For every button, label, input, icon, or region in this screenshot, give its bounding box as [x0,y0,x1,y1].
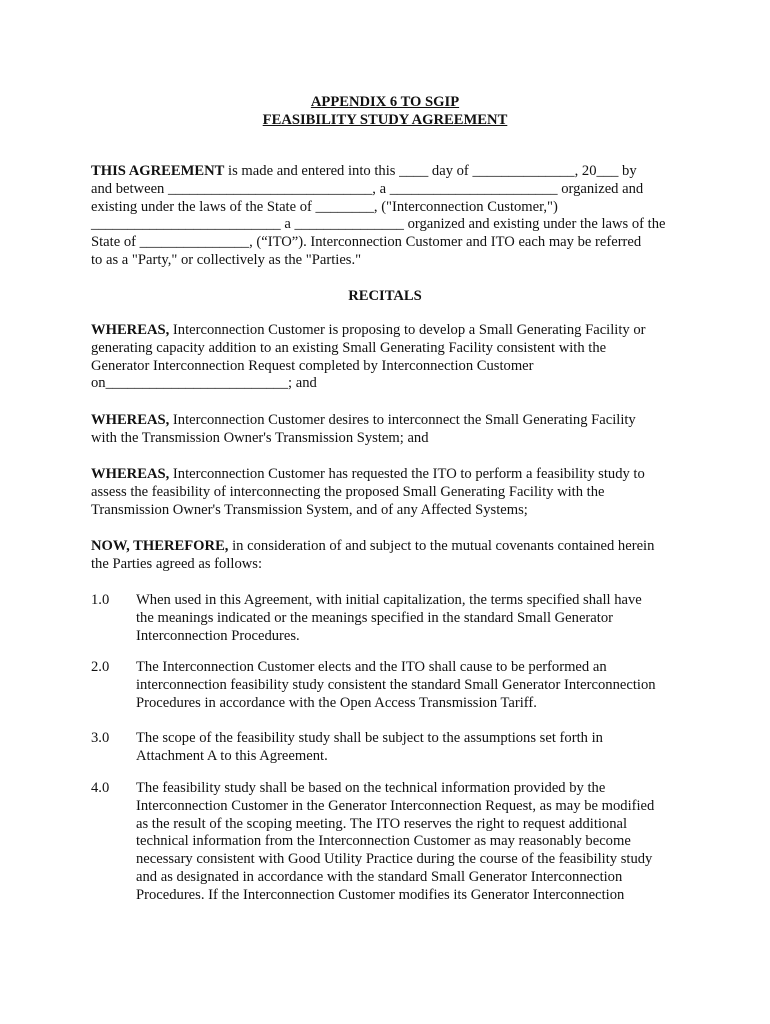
intro-line-3: existing under the laws of the State of ________, ("Interconnection Customer,") [91,198,558,215]
whereas1-line-3: Generator Interconnection Request completed by Interconnection Customer [91,357,534,374]
item-line: and as designated in accordance with the standard Small Generator Interconnection [136,868,623,885]
item-line: as the result of the scoping meeting. The ITO reserves the right to request additional [136,815,628,832]
whereas2-line-1-text: Interconnection Customer desires to interconnect the Small Generating Facility [169,412,636,428]
item-line: Interconnection Customer in the Generator Interconnection Request, as may be modified [136,797,655,814]
whereas2-line-2: with the Transmission Owner's Transmission System; and [91,429,429,446]
item-line: technical information from the Interconnection Customer as may reasonably become [136,833,631,850]
item-line: Attachment A to this Agreement. [136,747,328,764]
whereas1-lead: WHEREAS, [91,322,170,338]
intro-line-2: and between ____________________________, a _______________________ organized and [91,180,644,197]
recitals-heading: RECITALS [348,288,422,304]
item-line: Procedures in accordance with the Open Access Transmission Tariff. [136,694,537,711]
whereas1-line-4: on_________________________; and [91,375,317,392]
title-line-1: APPENDIX 6 TO SGIP [310,94,460,110]
whereas2-line-1 [91,412,681,430]
whereas1-line-1-text: Interconnection Customer is proposing to develop a Small Generating Facility or [169,322,646,338]
intro-line-1 [91,163,681,181]
intro-lead: THIS AGREEMENT [91,163,225,179]
intro-line-4: __________________________ a _______________ organized and existing under the laws of the [91,216,666,233]
whereas3-line-2: assess the feasibility of interconnecting the proposed Small Generating Facility with the [91,483,605,500]
whereas-paragraph-3 [91,466,681,519]
whereas-paragraph-2 [91,412,681,448]
now-lead: NOW, THEREFORE, [91,538,229,554]
intro-paragraph [91,163,681,270]
item-number: 4.0 [91,780,110,796]
intro-line-1-text: is made and entered into this ____ day of ______________, 20___ by [224,163,637,179]
whereas3-line-3: Transmission Owner's Transmission System, and of any Affected Systems; [91,501,528,518]
whereas-paragraph-1 [91,322,681,393]
whereas3-lead: WHEREAS, [91,466,170,482]
now-line-1 [91,538,681,556]
item-text [136,780,681,905]
whereas3-line-1 [91,466,681,484]
intro-line-6: to as a "Party," or collectively as the "Parties." [91,251,362,268]
whereas2-lead: WHEREAS, [91,412,170,428]
document-title [0,93,770,129]
item-number: 3.0 [91,730,110,746]
item-text [136,730,681,766]
whereas3-line-1-text: Interconnection Customer has requested the ITO to perform a feasibility study to [169,466,645,482]
item-number: 2.0 [91,659,110,675]
item-line: The feasibility study shall be based on the technical information provided by the [136,780,606,796]
item-line: necessary consistent with Good Utility Practice during the course of the feasibility study [136,851,653,868]
title-line-2: FEASIBILITY STUDY AGREEMENT [262,112,508,128]
intro-line-5: State of _______________, (“ITO”). Interconnection Customer and ITO each may be referred [91,234,642,251]
item-line: Interconnection Procedures. [136,627,300,644]
item-line: the meanings indicated or the meanings specified in the standard Small Generator [136,609,613,626]
item-text [136,592,681,645]
item-line: The Interconnection Customer elects and the ITO shall cause to be performed an [136,659,607,675]
item-line: When used in this Agreement, with initial capitalization, the terms specified shall have [136,592,642,608]
whereas1-line-2: generating capacity addition to an existing Small Generating Facility consistent with the [91,339,607,356]
item-line: The scope of the feasibility study shall be subject to the assumptions set forth in [136,730,603,746]
item-line: interconnection feasibility study consistent the standard Small Generator Interconnection [136,676,656,693]
item-line: Procedures. If the Interconnection Customer modifies its Generator Interconnection [136,886,625,903]
now-therefore-paragraph [91,538,681,574]
now-line-2: the Parties agreed as follows: [91,555,263,572]
whereas1-line-1 [91,322,681,340]
now-line-1-text: in consideration of and subject to the mutual covenants contained herein [228,538,655,554]
item-text [136,659,681,712]
item-number: 1.0 [91,592,110,608]
